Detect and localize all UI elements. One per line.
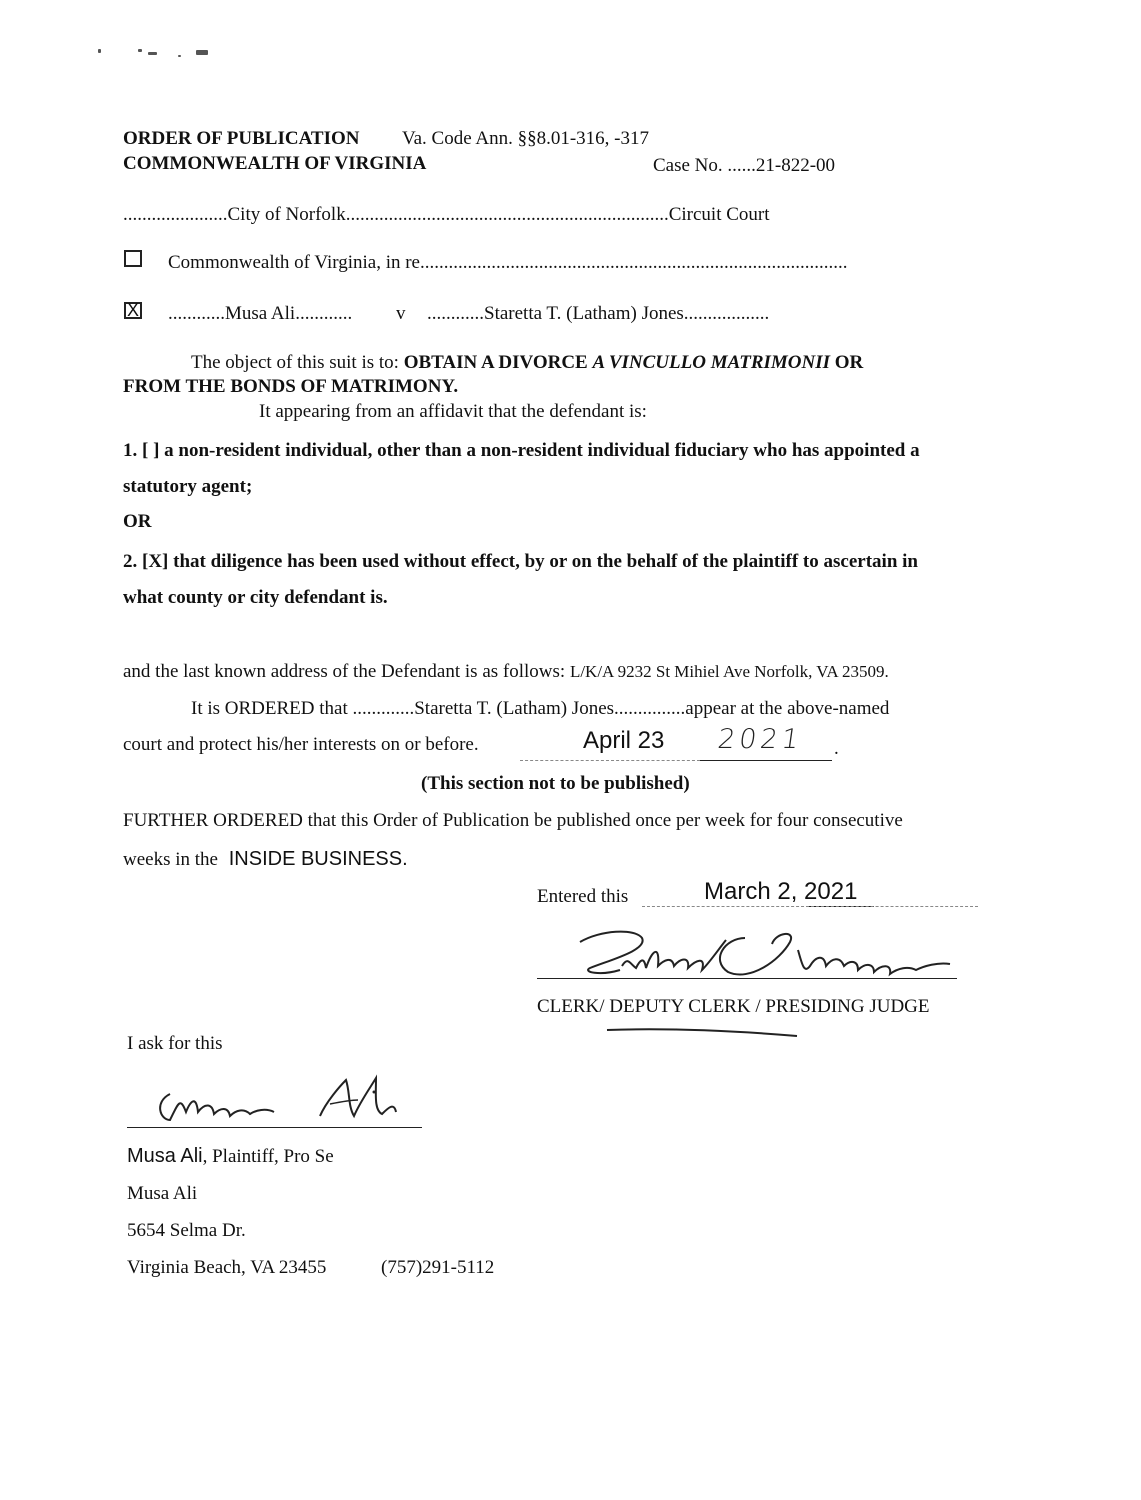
scan-speck: [148, 52, 157, 55]
clerk-underline-stroke: [605, 1024, 805, 1044]
appear-date-underline: [700, 760, 832, 761]
object-latin: A VINCULLO MATRIMONII: [592, 352, 831, 373]
court-line-dots: ....................................................................: [345, 204, 669, 225]
commonwealth-checkbox[interactable]: [124, 250, 142, 267]
case-number: Case No. ......21-822-00: [653, 155, 836, 176]
scan-speck: [138, 49, 142, 52]
defendant-name: ............Staretta T. (Latham) Jones..................: [427, 303, 770, 324]
scan-speck: [98, 49, 101, 53]
code-reference: Va. Code Ann. §§8.01-316, -317: [402, 128, 649, 149]
commonwealth-heading: COMMONWEALTH OF VIRGINIA: [123, 153, 427, 174]
item-1-line-2: statutory agent;: [123, 476, 253, 497]
plaintiff-name: ............Musa Ali............: [168, 303, 353, 324]
plaintiff-name-line: [127, 1145, 334, 1168]
address-value: L/K/A 9232 St Mihiel Ave Norfolk, VA 23509.: [569, 662, 889, 681]
scan-speck: [196, 50, 208, 55]
further-lead: weeks in the: [123, 849, 218, 870]
address-lead: and the last known address of the Defendant is as follows:: [123, 661, 566, 682]
scan-speck: [178, 55, 181, 57]
plaintiff-phone: (757)291-5112: [381, 1257, 495, 1278]
commonwealth-option-text: Commonwealth of Virginia, in re..........................................................................................: [168, 252, 848, 273]
checkbox-mark: X: [127, 300, 140, 320]
object-or: OR: [834, 352, 864, 373]
plaintiff-name: Musa Ali: [127, 1145, 203, 1167]
plaintiff-signature: [150, 1072, 450, 1132]
plaintiff-name-2: Musa Ali: [127, 1183, 198, 1204]
address-line: [123, 661, 889, 683]
item-2-line-1: 2. [X] that diligence has been used without effect, by or on the behalf of the plaintiff to ascertain in: [123, 551, 918, 572]
object-lead: The object of this suit is to:: [191, 352, 399, 373]
not-published-note: (This section not to be published): [421, 773, 690, 794]
ordered-line-1: It is ORDERED that .............Staretta T. (Latham) Jones...............appear at the above-named: [191, 698, 890, 719]
court-type: Circuit Court: [668, 204, 770, 225]
affidavit-line: It appearing from an affidavit that the defendant is:: [259, 401, 647, 422]
plaintiff-street: 5654 Selma Dr.: [127, 1220, 246, 1241]
court-city: City of Norfolk: [227, 204, 346, 225]
document-title: ORDER OF PUBLICATION: [123, 128, 360, 149]
court-line: [123, 204, 770, 226]
plaintiff-city: Virginia Beach, VA 23455: [127, 1257, 327, 1278]
plaintiff-role: , Plaintiff, Pro Se: [202, 1146, 334, 1167]
parties-checkbox[interactable]: [124, 302, 142, 319]
versus-label: v: [396, 303, 406, 324]
request-label: I ask for this: [127, 1033, 223, 1054]
object-divorce: OBTAIN A DIVORCE: [403, 352, 588, 373]
newspaper-name: INSIDE BUSINESS.: [228, 848, 408, 870]
appear-date: April 23: [583, 727, 665, 754]
appear-date-end: .: [834, 738, 839, 759]
entered-label: Entered this: [537, 886, 629, 907]
appear-date-dashed-line: [520, 760, 700, 761]
object-line-2: FROM THE BONDS OF MATRIMONY.: [123, 376, 459, 397]
item-2-line-2: what county or city defendant is.: [123, 587, 388, 608]
court-line-dots: ......................: [123, 204, 228, 225]
entered-date: March 2, 2021: [704, 878, 858, 905]
entered-date-dashed-line: [642, 906, 978, 907]
clerk-signature-line: [537, 978, 957, 979]
plaintiff-signature-line: [127, 1127, 422, 1128]
clerk-title: CLERK/ DEPUTY CLERK / PRESIDING JUDGE: [537, 996, 930, 1017]
object-line: [191, 352, 863, 374]
handwritten-year: 2021: [715, 724, 805, 755]
clerk-signature: [540, 920, 970, 1000]
ordered-line-2: court and protect his/her interests on or before.: [123, 734, 479, 755]
further-ordered-line-1: FURTHER ORDERED that this Order of Publication be published once per week for four consecutive: [123, 810, 903, 831]
item-1-line-1: 1. [ ] a non-resident individual, other than a non-resident individual fiduciary who has appointed a: [123, 440, 920, 461]
or-separator: OR: [123, 511, 152, 532]
further-ordered-line-2: [123, 848, 408, 871]
